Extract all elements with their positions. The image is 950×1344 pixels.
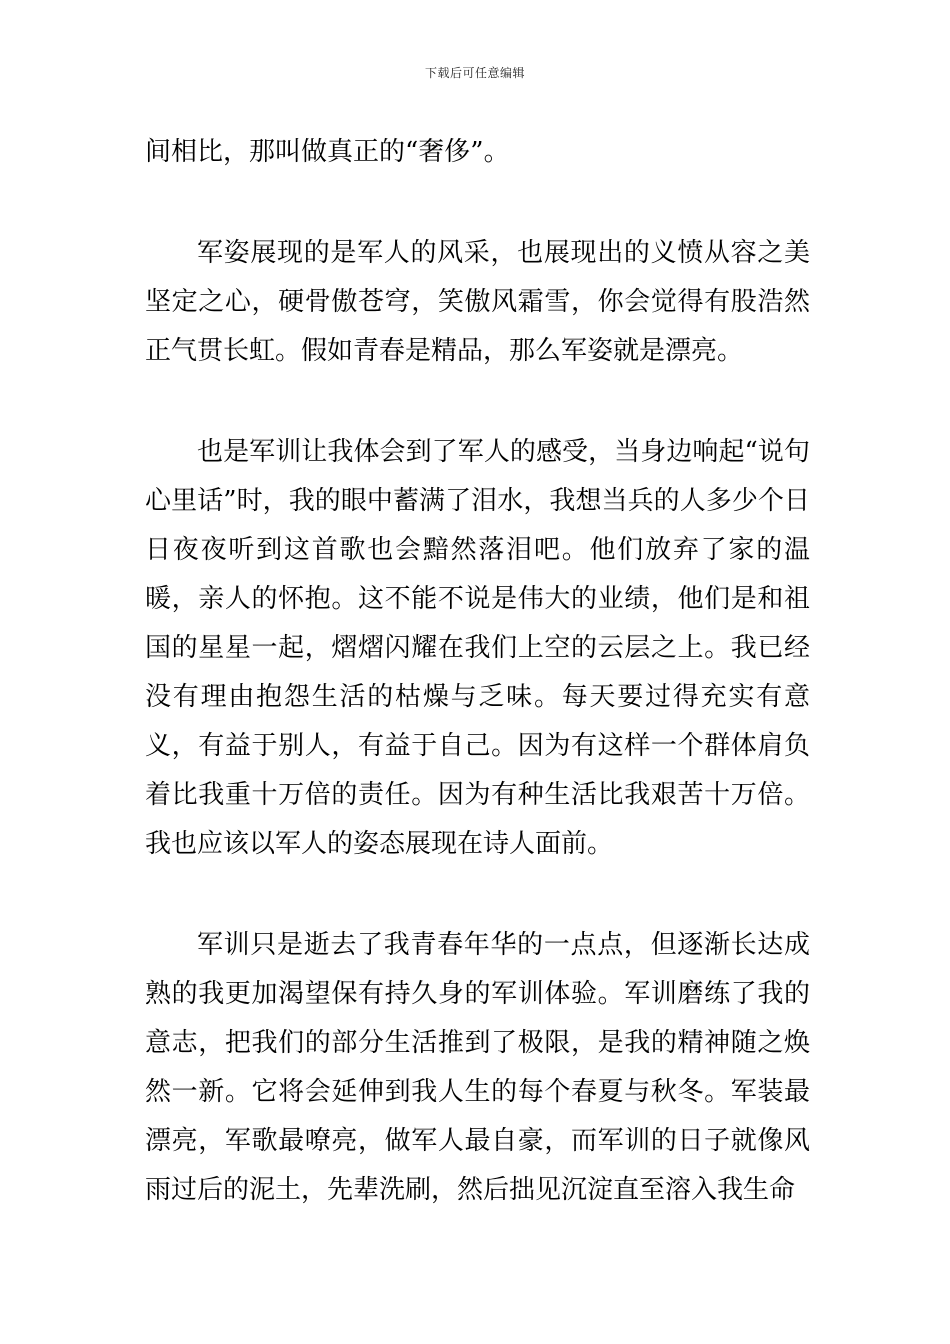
page-header: 下载后可任意编辑 [424, 66, 525, 80]
paragraph-gap [145, 177, 810, 229]
paragraph-2: 军姿展现的是军人的风采，也展现出的义愤从容之美坚定之心，硬骨傲苍穹，笑傲风霜雪，你会觉得有股浩然正气贯长虹。假如青春是精品，那么军姿就是漂亮。 [145, 238, 810, 366]
paragraph-gap [145, 376, 810, 428]
document-body [145, 128, 810, 1215]
paragraph-4: 军训只是逝去了我青春年华的一点点，但逐渐长达成熟的我更加渴望保有持久身的军训体验。军训磨练了我的意志，把我们的部分生活推到了极限，是我的精神随之焕然一新。它将会延伸到我人生的每个春夏与秋冬。军装最漂亮，军歌最嘹亮，做军人最自豪，而军训的日子就像风雨过后的泥土，先辈洗刷，然后拙见沉淀直至溶入我生命 [145, 930, 810, 1205]
paragraph-1: 间相比，那叫做真正的“奢侈”。 [145, 137, 510, 167]
paragraph-gap [145, 869, 810, 921]
paragraph-3: 也是军训让我体会到了军人的感受，当身边响起“说句心里话”时，我的眼中蓄满了泪水，我想当兵的人多少个日日夜夜听到这首歌也会黯然落泪吧。他们放弃了家的温暖，亲人的怀抱。这不能不说是伟大的业绩，他们是和祖国的星星一起，熠熠闪耀在我们上空的云层之上。我已经没有理由抱怨生活的枯燥与乏味。每天要过得充实有意义，有益于别人，有益于自己。因为有这样一个群体肩负着比我重十万倍的责任。因为有种生活比我艰苦十万倍。我也应该以军人的姿态展现在诗人面前。 [145, 437, 810, 859]
